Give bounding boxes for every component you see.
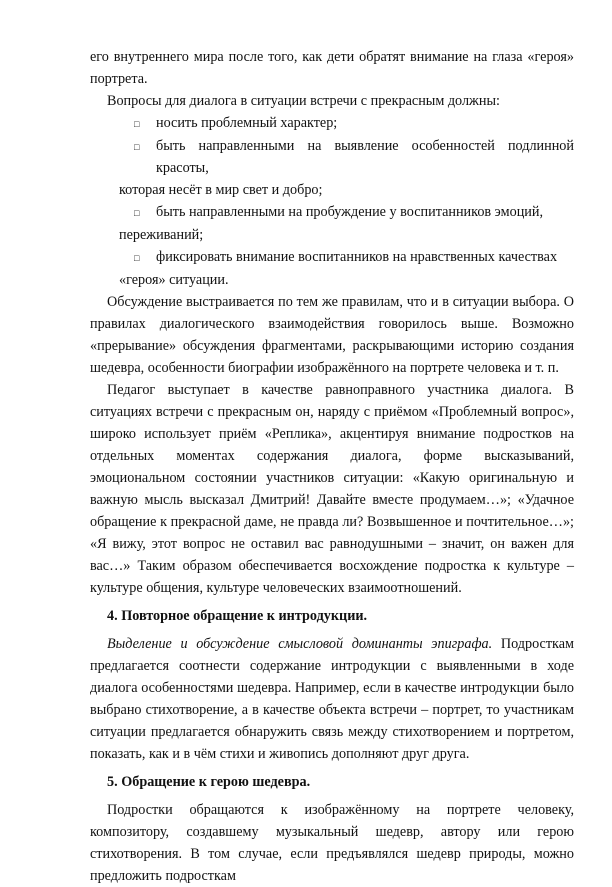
section-4-italic-lead: Выделение и обсуждение смысловой доминанты эпиграфа. <box>107 636 493 652</box>
bullet-item <box>90 246 574 269</box>
bullet-item <box>90 112 574 135</box>
bullet-continuation: которая несёт в мир свет и добро; <box>119 182 323 198</box>
checkbox-bullet-icon: □ <box>134 119 140 129</box>
section-5-paragraph: Подростки обращаются к изображённому на портрете человеку, композитору, создавшему музыкальный шедевр, автору или герою стихотворения. В том случае, если предъявлялся шедевр природы, можно предложить подросткам <box>90 802 574 884</box>
bullet-text: быть направленными на пробуждение у воспитанников эмоций, <box>156 204 544 220</box>
bullet-item <box>90 201 574 224</box>
bullet-text: носить проблемный характер; <box>156 115 338 131</box>
bullet-item <box>90 135 574 179</box>
checkbox-bullet-icon: □ <box>134 142 140 152</box>
teacher-paragraph: Педагог выступает в качестве равноправного участника диалога. В ситуациях встречи с прекрасным он, наряду с приёмом «Проблемный вопрос», широко использует приём «Реплика», акцентируя внимание подростков на отдельных моментах содержания диалога, форме высказываний, эмоциональном состоянии участников ситуации: «Какую оригинальную и важную мысль высказал Дмитрий! Давайте вместе продумаем…»; «Удачное обращение к прекрасной даме, не правда ли? Возвышенное и почтительное…»; «Я вижу, этот вопрос не оставил вас равнодушными – значит, он важен для вас…» Таким образом обеспечивается восхождение подростка к культуре – культуре общения, культуре человеческих взаимоотношений. <box>90 382 574 596</box>
questions-paragraph: Вопросы для диалога в ситуации встречи с прекрасным должны: <box>107 93 500 109</box>
section-5-heading: 5. Обращение к герою шедевра. <box>107 774 311 790</box>
section-4-text: Подросткам предлагается соотнести содержание интродукции с выявленными в ходе диалога особенностями шедевра. Например, если в качестве интродукции было выбрано стихотворение, а в качестве объекта встречи – портрет, то участникам ситуации предлагается обнаружить связь между стихотворением и портретом, показать, как и в чём стихи и живопись дополняют друг друга. <box>90 636 574 762</box>
bullet-text: быть направленными на выявление особенностей подлинной красоты, <box>156 138 574 176</box>
bullet-continuation: переживаний; <box>119 227 204 243</box>
intro-paragraph: его внутреннего мира после того, как дети обратят внимание на глаза «героя» портрета. <box>90 49 574 87</box>
document-page <box>90 46 574 887</box>
bullet-continuation: «героя» ситуации. <box>119 272 229 288</box>
discussion-paragraph: Обсуждение выстраивается по тем же правилам, что и в ситуации выбора. О правилах диалогического взаимодействия говорилось выше. Возможно «прерывание» обсуждения фрагментами, раскрывающими историю создания шедевра, особенности биографии изображённого на портрете человека и т. п. <box>90 294 574 376</box>
checkbox-bullet-icon: □ <box>134 253 140 263</box>
section-4-paragraph <box>90 633 574 765</box>
section-4-heading: 4. Повторное обращение к интродукции. <box>107 608 368 624</box>
bullet-text: фиксировать внимание воспитанников на нравственных качествах <box>156 249 558 265</box>
checkbox-bullet-icon: □ <box>134 208 140 218</box>
